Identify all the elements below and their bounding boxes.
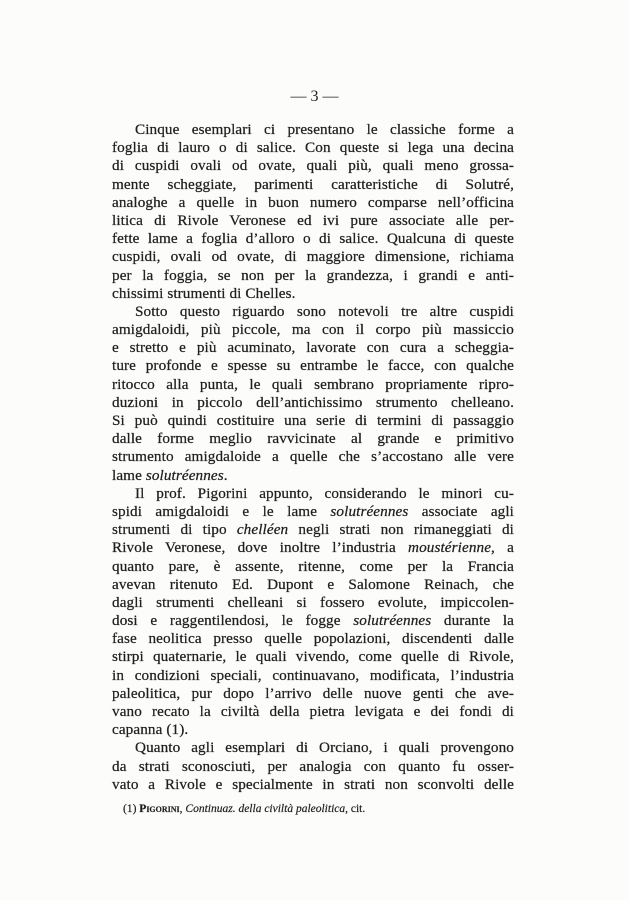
text-run: Quanto agli esemplari di Orciano, i quali provengono [135,739,514,757]
text-run: capanna (1). [112,721,189,739]
text-line [112,630,514,648]
text-run: amigdaloidi, più piccole, ma con il corpo più massiccio [112,321,514,339]
paragraph [112,485,514,740]
text-run: quanto pare, è assente, ritenne, come per la Francia [112,557,514,575]
text-line [112,230,514,248]
text-line [112,558,514,576]
text-line [112,157,514,175]
text-line [112,703,514,721]
italic-text: chelléen [236,521,289,539]
text-line [112,594,514,612]
text-run: vato a Rivole e specialmente in strati non sconvolti delle [112,775,514,793]
text-run: stirpi quaternarie, le quali vivendo, come quelle di Rivole, [112,648,514,666]
paragraph [112,121,514,303]
text-run: di cuspidi ovali od ovate, quali più, quali meno grossa- [112,157,514,175]
text-line [112,430,514,448]
text-run: strumento amigdaloide a quelle che s’accostano alle vere [112,448,514,466]
text-run: negli strati non rimaneggiati di [288,521,514,539]
paragraph [112,303,514,485]
text-line [112,412,514,430]
text-line [112,267,514,285]
text-run: strumenti di tipo [112,521,237,539]
text-run: associate agli [408,502,515,520]
text-line [112,194,514,212]
text-run: ture profonde e spesse su entrambe le facce, con qualche [112,357,514,375]
text-run: chissimi strumenti di Chelles. [112,284,296,302]
text-line [112,285,514,303]
text-line [112,357,514,375]
text-run: ritocco alla punta, le quali sembrano propriamente ripro- [112,375,514,393]
text-line [112,758,514,776]
text-run: , cit. [345,803,366,815]
text-line [112,121,514,139]
text-line [112,248,514,266]
text-line [112,485,514,503]
text-run: litica di Rivole Veronese ed ivi pure associate alle per- [112,211,514,229]
text-line [112,521,514,539]
text-line [112,303,514,321]
text-line [112,176,514,194]
text-run: . [223,466,228,484]
text-run: cuspidi, ovali od ovate, di maggiore dimensione, richiama [112,248,514,266]
italic-text: solutréennes [330,502,409,520]
small-caps-text: Pigorini [139,803,180,815]
text-line [112,576,514,594]
text-run: analoghe a quelle in buon numero comparse nell’officina [112,193,514,211]
text-run: vano recato la civiltà della pietra levigata e dei fondi di [112,703,514,720]
text-line [112,376,514,394]
text-run: paleolitica, pur dopo l’arrivo delle nuove genti che ave- [112,684,514,702]
text-run: durante la [431,612,515,630]
text-run: (1) [123,803,140,815]
italic-text: solutréennes [353,612,432,630]
text-line [112,648,514,666]
text-line [112,685,514,703]
text-run: lame [112,466,146,484]
text-line [112,739,514,757]
footnote [123,803,365,815]
text-line [112,776,514,794]
text-run: Sotto questo riguardo sono notevoli tre altre cuspidi [135,302,514,320]
text-line [112,467,514,485]
text-run: , [179,803,186,815]
text-line [112,139,514,157]
text-run: dosi e raggentilendosi, le fogge [112,612,354,630]
text-run: spidi amigdaloidi e le lame [112,502,331,520]
text-run: Rivole Veronese, dove inoltre l’industria [112,539,409,557]
text-run: per la foggia, se non per la grandezza, i grandi e anti- [112,266,514,284]
text-run: da strati sconosciuti, per analogia con quanto fu osser- [112,757,514,775]
text-run: fette lame a foglia d’alloro o di salice. Qualcuna di queste [112,230,514,248]
text-run: e stretto e più acuminato, lavorate con cura a scheggia- [112,339,514,357]
text-run: avevan ritenuto Ed. Dupont e Salomone Reinach, che [112,575,514,593]
text-run: mente scheggiate, parimenti caratteristiche di Solutré, [112,175,514,193]
italic-text: moustérienne [408,539,492,557]
text-run: Si può quindi costituire una serie di termini di passaggio [112,412,514,429]
italic-text: solutréennes [145,466,224,484]
text-run: dagli strumenti chelleani si fossero evolute, impiccolen- [112,593,514,611]
text-run: Il prof. Pigorini appunto, considerando le minori cu- [135,484,514,502]
text-line [112,612,514,630]
text-line [112,394,514,412]
italic-text: Continuaz. della civiltà paleolitica [185,803,346,815]
text-run: Cinque esemplari ci presentano le classiche forme a [135,121,514,138]
text-line [112,667,514,685]
text-line [112,321,514,339]
text-run: foglia di lauro o di salice. Con queste si lega una decina [112,139,514,157]
text-line [112,721,514,739]
text-run: dalle forme meglio ravvicinate al grande e primitivo [112,430,514,448]
text-line [112,503,514,521]
text-line [112,212,514,230]
text-line [112,448,514,466]
page-number: — 3 — [290,88,339,105]
paragraph [112,739,514,794]
text-line [112,339,514,357]
text-run: in condizioni speciali, continuavano, modificata, l’industria [112,666,514,684]
body-text [112,121,514,794]
text-run: duzioni in piccolo dell’antichissimo strumento chelleano. [112,393,514,411]
text-line [112,539,514,557]
text-run: fase neolitica presso quelle popolazioni, discendenti dalle [112,630,514,648]
text-run: , a [491,539,514,557]
